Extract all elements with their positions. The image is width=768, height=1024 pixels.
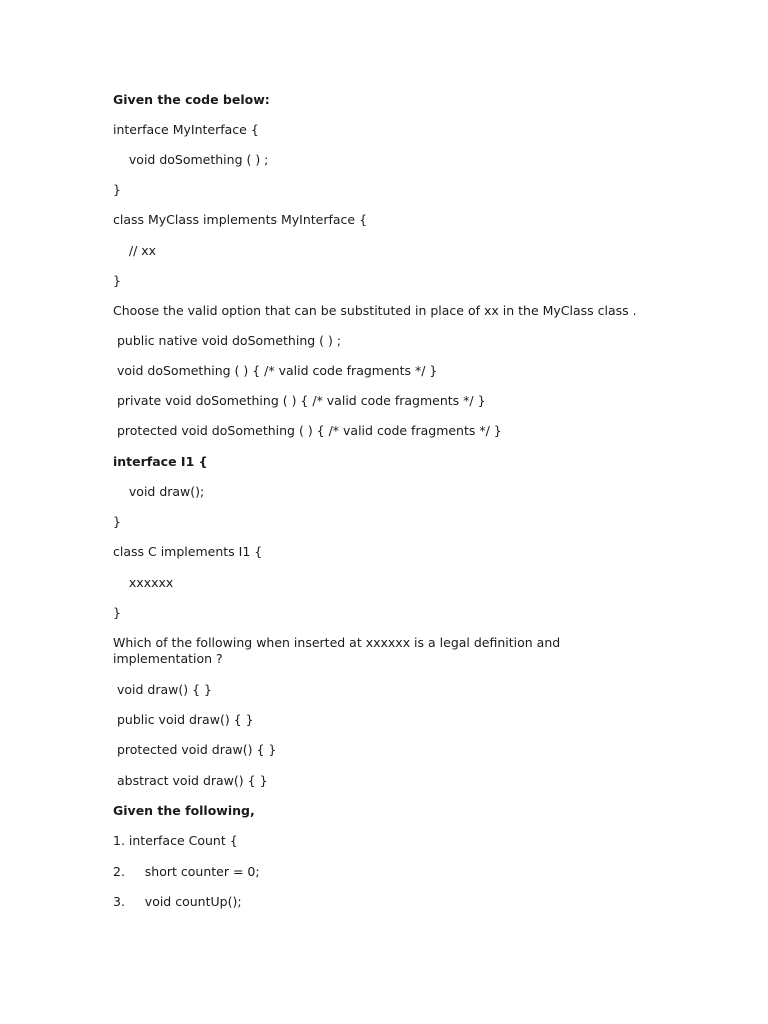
question-2-heading: interface I1 {	[113, 454, 208, 469]
question-text: Which of the following when inserted at xxxxxx is a legal definition and implementation ?	[113, 635, 561, 666]
code-line: class C implements I1 {	[113, 544, 263, 559]
answer-option: abstract void draw() { }	[113, 773, 268, 788]
code-line: void doSomething ( ) ;	[113, 152, 269, 167]
answer-option: void draw() { }	[113, 682, 212, 697]
code-line: void draw();	[113, 484, 205, 499]
code-line: class MyClass implements MyInterface {	[113, 212, 368, 227]
answer-option: protected void draw() { }	[113, 742, 277, 757]
question-1-heading: Given the code below:	[113, 92, 270, 107]
answer-option: public native void doSomething ( ) ;	[113, 333, 342, 348]
code-line: 1. interface Count {	[113, 833, 238, 848]
code-line: }	[113, 182, 121, 197]
question-3-heading: Given the following,	[113, 803, 255, 818]
answer-option: private void doSomething ( ) { /* valid code fragments */ }	[113, 393, 486, 408]
code-line: }	[113, 514, 121, 529]
code-line: 3. void countUp();	[113, 894, 242, 909]
answer-option: public void draw() { }	[113, 712, 254, 727]
code-line: // xx	[113, 243, 157, 258]
question-text: Choose the valid option that can be substituted in place of xx in the MyClass class .	[113, 303, 637, 318]
code-line: xxxxxx	[113, 575, 174, 590]
code-line: 2. short counter = 0;	[113, 864, 260, 879]
code-line: interface MyInterface {	[113, 122, 259, 137]
code-line: }	[113, 273, 121, 288]
code-line: }	[113, 605, 121, 620]
answer-option: protected void doSomething ( ) { /* valid code fragments */ }	[113, 423, 502, 438]
answer-option: void doSomething ( ) { /* valid code fragments */ }	[113, 363, 438, 378]
